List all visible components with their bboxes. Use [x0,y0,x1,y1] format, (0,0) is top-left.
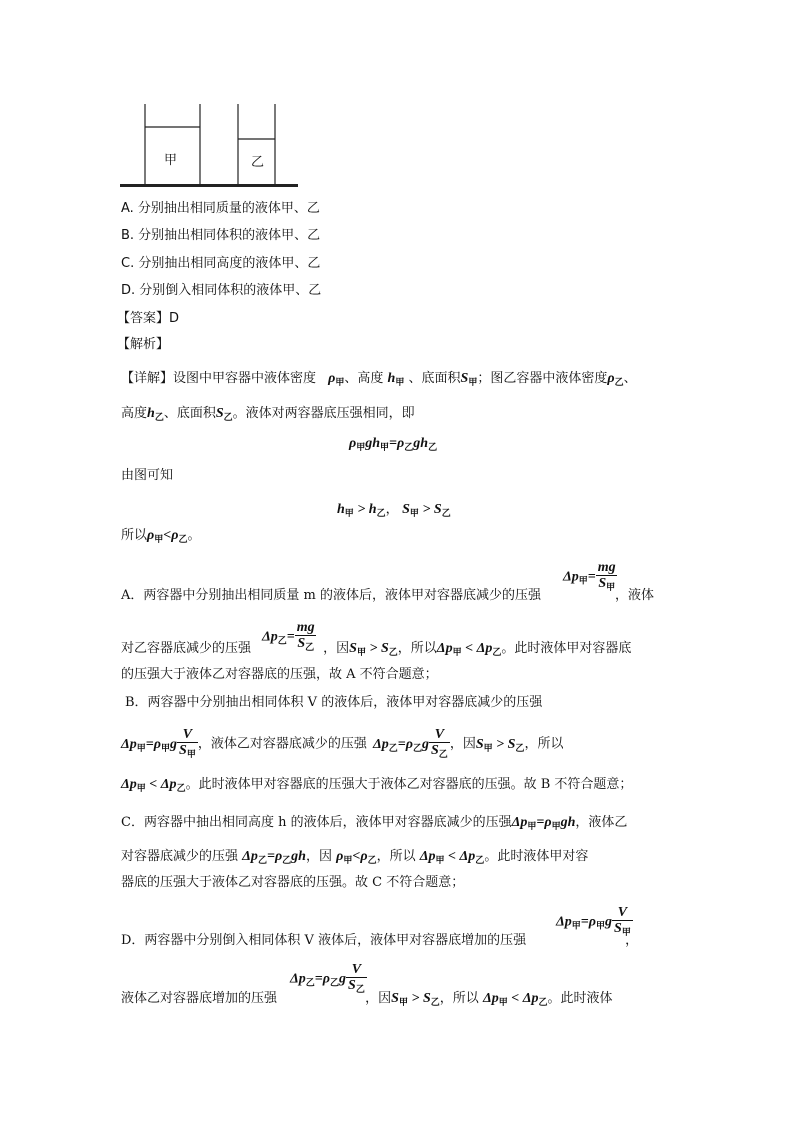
containers-figure [118,100,303,192]
analysis-d-line-2: 液体乙对容器底增加的压强 ，因$S_甲 > S_乙$，所以 $\Delta p_甲 < \Delta p_乙$。此时液体 [121,991,613,1007]
analysis-line-1: 【详解】设图中甲容器中液体密度 $\rho_甲$、高度 $h_甲$ 、底面积$S_甲$；图乙容器中液体密度$\rho_乙$、 [121,371,637,387]
answer: 【答案】D [117,311,180,326]
analysis-heading: 【解析】 [117,337,170,352]
analysis-b-line-2: $\Delta p_甲=\rho_甲g$ $\frac{V}{S_甲}$ ，液体乙对容器底减少的压强 $\Delta p_乙=\rho_乙g$ $\frac{V}{S_乙}$ ，因$S_甲 > S_乙$，所以 [121,727,563,762]
analysis-d-line-1: D．两容器中分别倒入相同体积 V 液体后，液体甲对容器底增加的压强 ， [121,933,639,948]
analysis-c-line-1: C．两容器中抽出相同高度 h 的液体后，液体甲对容器底减少的压强$\Delta p_甲=\rho_甲gh$，液体乙 [121,815,628,831]
option-c: C. 分别抽出相同高度的液体甲、乙 [121,256,321,271]
formula-a-dp-yi: $\Delta p_乙=$ $\frac{mg}{S_乙}$ [262,620,317,655]
relation-h-s: $h_甲 > h_乙$， $S_甲 > S_乙$ [337,502,451,518]
equation-equal-pressure: $\rho_甲gh_甲=\rho_乙gh_乙$ [349,436,438,452]
label-jia: 甲 [164,153,178,168]
option-a: A. 分别抽出相同质量的液体甲、乙 [121,201,320,216]
label-yi: 乙 [251,155,265,170]
formula-a-dp-jia: $\Delta p_甲=$ $\frac{mg}{S_甲}$ [563,560,618,595]
analysis-c-line-3: 器底的压强大于液体乙对容器底的压强。故 C 不符合题意； [121,875,465,890]
formula-d-dp-jia: $\Delta p_甲=\rho_甲g$ $\frac{V}{S_甲}$ [556,905,633,940]
formula-d-dp-yi: $\Delta p_乙=\rho_乙g$ $\frac{V}{S_乙}$ [290,962,367,997]
analysis-a-line-2: 对乙容器底减少的压强 ，因$S_甲 > S_乙$，所以$\Delta p_甲 < \Delta p_乙$。此时液体甲对容器底 [121,641,632,657]
from-figure: 由图可知 [121,468,174,483]
analysis-a-line-3: 的压强大于液体乙对容器底的压强，故 A 不符合题意； [121,667,438,682]
option-d: D. 分别倒入相同体积的液体甲、乙 [121,283,322,298]
analysis-line-2: 高度$h_乙$、底面积$S_乙$。液体对两容器底压强相同，即 [121,406,415,422]
analysis-b-line-3: $\Delta p_甲 < \Delta p_乙$。此时液体甲对容器底的压强大于液体乙对容器底的压强。故 B 不符合题意； [121,777,633,793]
analysis-b-line-1: B．两容器中分别抽出相同体积 V 的液体后，液体甲对容器底减少的压强 [125,695,543,710]
option-b: B. 分别抽出相同体积的液体甲、乙 [121,228,321,243]
analysis-c-line-2: 对容器底减少的压强 $\Delta p_乙=\rho_乙gh$，因 $\rho_甲<\rho_乙$，所以 $\Delta p_甲 < \Delta p_乙$。此时液体甲对容 [121,849,589,865]
analysis-a-line-1: A．两容器中分别抽出相同质量 m 的液体后，液体甲对容器底减少的压强 ，液体 [121,588,654,603]
conclusion-density: 所以$\rho_甲<\rho_乙$。 [121,528,201,544]
